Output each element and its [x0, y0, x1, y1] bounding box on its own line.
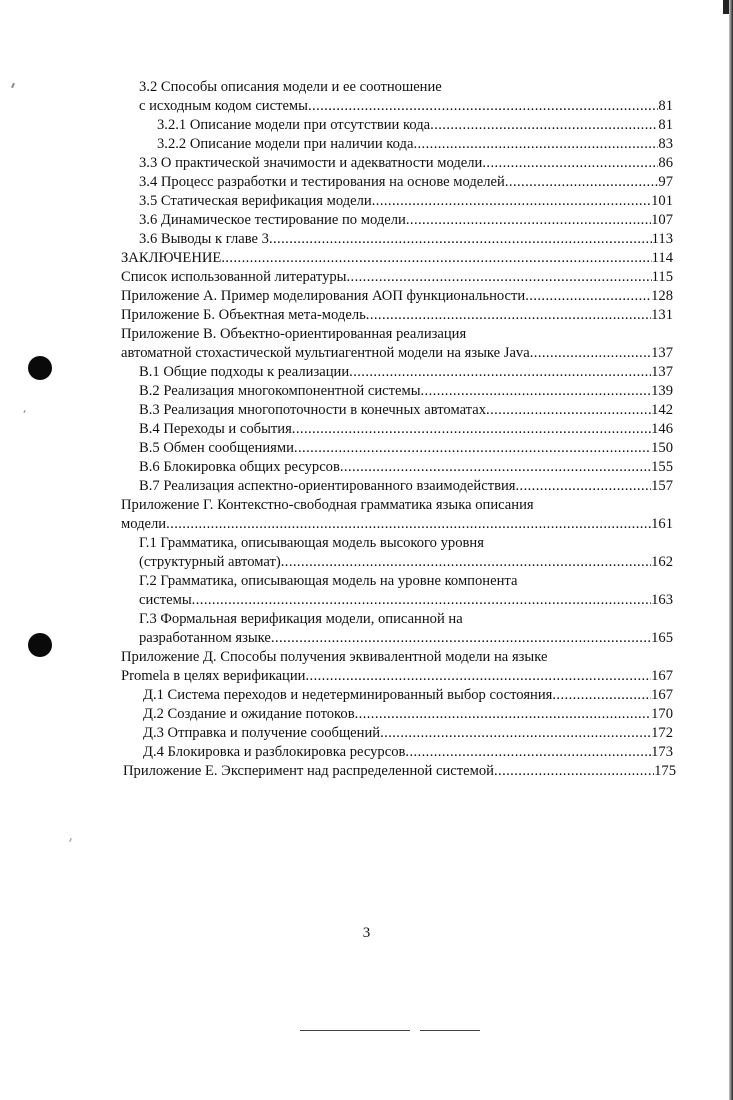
toc-entry [139, 154, 673, 173]
toc-entry-page: 81 [658, 98, 673, 114]
toc-entry-page: 83 [658, 136, 673, 152]
toc-entry [139, 458, 673, 477]
toc-entry-text: Приложение Д. Способы получения эквивалентной модели на языке [121, 649, 548, 665]
toc-leader-dots [294, 439, 651, 458]
toc-leader-dots [166, 515, 651, 534]
toc-entry [121, 287, 673, 306]
scan-speck [23, 410, 25, 413]
toc-entry [139, 211, 673, 230]
toc-leader-dots [525, 287, 651, 306]
toc-entry-text: 3.6 Выводы к главе 3 [139, 231, 269, 247]
toc-entry [139, 401, 673, 420]
toc-entry-page: 175 [654, 763, 676, 779]
toc-entry [139, 192, 673, 211]
toc-entry-page: 101 [651, 193, 673, 209]
toc-entry [143, 724, 673, 743]
toc-entry [121, 268, 673, 287]
toc-entry-page: 173 [651, 744, 673, 760]
toc-entry [139, 439, 673, 458]
toc-entry-page: 131 [651, 307, 673, 323]
scan-artifact-line [300, 1030, 410, 1031]
toc-leader-dots [305, 667, 651, 686]
toc-entry-text: Г.2 Грамматика, описывающая модель на уровне компонента [139, 573, 518, 589]
toc-entry-text: В.2 Реализация многокомпонентной системы [139, 383, 421, 399]
toc-entry [157, 116, 673, 135]
toc-entry-page: 115 [651, 269, 673, 285]
toc-leader-dots [421, 382, 652, 401]
toc-entry [143, 705, 673, 724]
toc-entry-page: 142 [651, 402, 673, 418]
toc-entry-page: 165 [651, 630, 673, 646]
toc-entry [139, 591, 673, 610]
toc-leader-dots [380, 724, 651, 743]
toc-leader-dots [355, 705, 652, 724]
toc-entry-text: модели [121, 516, 167, 532]
page-number: 3 [362, 925, 371, 941]
toc-entry [121, 306, 673, 325]
toc-entry-page: 114 [651, 250, 673, 266]
toc-entry-text: Д.3 Отправка и получение сообщений [143, 725, 381, 741]
toc-leader-dots [413, 135, 658, 154]
toc-entry-page: 128 [651, 288, 673, 304]
toc-entry-text: 3.5 Статическая верификация модели [139, 193, 372, 209]
toc-entry-page: 167 [651, 687, 673, 703]
toc-entry [139, 477, 673, 496]
toc-entry-text: В.1 Общие подходы к реализации [139, 364, 350, 380]
toc-entry [121, 667, 673, 686]
toc-entry-page: 163 [651, 592, 673, 608]
toc-entry-text: с исходным кодом системы [139, 98, 308, 114]
toc-entry [123, 762, 676, 781]
toc-entry [139, 629, 673, 648]
toc-leader-dots [494, 762, 654, 781]
toc-leader-dots [340, 458, 651, 477]
toc-entry-text: 3.2.2 Описание модели при наличии кода [157, 136, 414, 152]
toc-leader-dots [406, 211, 651, 230]
toc-leader-dots [308, 97, 658, 116]
toc-leader-dots [192, 591, 651, 610]
toc-entry-text: В.5 Обмен сообщениями [139, 440, 294, 456]
toc-leader-dots [515, 477, 651, 496]
toc-entry [139, 97, 673, 116]
toc-entry-text: Приложение Г. Контекстно-свободная грамматика языка описания [121, 497, 534, 513]
toc-leader-dots [505, 173, 659, 192]
toc-entry-text: разработанном языке [139, 630, 271, 646]
toc-entry-page: 113 [651, 231, 673, 247]
toc-entry-page: 107 [651, 212, 673, 228]
toc-entry [143, 743, 673, 762]
toc-entry [157, 135, 673, 154]
toc-entry [139, 420, 673, 439]
binder-hole [28, 356, 52, 380]
toc-leader-dots [486, 401, 651, 420]
toc-entry-text: Приложение А. Пример моделирования АОП функциональности [121, 288, 526, 304]
toc-entry [121, 249, 673, 268]
toc-leader-dots [482, 154, 658, 173]
toc-entry-page: 137 [651, 364, 673, 380]
toc-entry-page: 81 [658, 117, 673, 133]
toc-entry-page: 150 [651, 440, 673, 456]
toc-leader-dots [372, 192, 651, 211]
toc-entry-text: В.4 Переходы и события [139, 421, 292, 437]
toc-entry-text: автоматной стохастической мультиагентной модели на языке Java [121, 345, 530, 361]
toc-entry-text: Г.1 Грамматика, описывающая модель высокого уровня [139, 535, 484, 551]
toc-leader-dots [281, 553, 651, 572]
toc-entry-page: 170 [651, 706, 673, 722]
toc-entry-text: ЗАКЛЮЧЕНИЕ [121, 250, 222, 266]
toc-entry-text: Д.4 Блокировка и разблокировка ресурсов [143, 744, 406, 760]
toc-entry [121, 344, 673, 363]
toc-entry-text: В.3 Реализация многопоточности в конечных автоматах [139, 402, 487, 418]
toc-leader-dots [366, 306, 651, 325]
toc-entry-text: В.6 Блокировка общих ресурсов [139, 459, 340, 475]
toc-leader-dots [405, 743, 651, 762]
toc-entry-text: Д.1 Система переходов и недетерминированный выбор состояния [143, 687, 553, 703]
toc-entry-text: 3.6 Динамическое тестирование по модели [139, 212, 406, 228]
toc-leader-dots [271, 629, 651, 648]
toc-leader-dots [349, 363, 651, 382]
toc-entry [139, 553, 673, 572]
scan-speck [11, 83, 15, 88]
toc-entry-text: Приложение В. Объектно-ориентированная реализация [121, 326, 467, 342]
toc-entry [139, 173, 673, 192]
toc-leader-dots [346, 268, 651, 287]
binder-hole [28, 633, 52, 657]
toc-entry-text: системы [139, 592, 192, 608]
toc-entry-text: (структурный автомат) [139, 554, 281, 570]
toc-entry-page: 86 [658, 155, 673, 171]
toc-entry-text: 3.3 О практической значимости и адекватности модели [139, 155, 483, 171]
toc-entry [139, 363, 673, 382]
toc-entry-text: 3.4 Процесс разработки и тестирования на основе моделей [139, 174, 505, 190]
toc-entry-text: Д.2 Создание и ожидание потоков [143, 706, 355, 722]
toc-entry-page: 137 [651, 345, 673, 361]
toc-entry-page: 157 [651, 478, 673, 494]
toc-entry-text: Список использованной литературы [121, 269, 347, 285]
toc-leader-dots [530, 344, 651, 363]
toc-leader-dots [221, 249, 651, 268]
toc-entry-page: 162 [651, 554, 673, 570]
toc-leader-dots [430, 116, 658, 135]
toc-entry [139, 382, 673, 401]
toc-entry-page: 139 [651, 383, 673, 399]
toc-entry-text: Г.3 Формальная верификация модели, описанной на [139, 611, 463, 627]
toc-entry [139, 230, 673, 249]
toc-entry-page: 172 [651, 725, 673, 741]
toc-entry-page: 155 [651, 459, 673, 475]
scan-artifact-line [420, 1030, 480, 1031]
toc-entry [121, 515, 673, 534]
toc-entry [143, 686, 673, 705]
toc-entry-text: Promela в целях верификации [121, 668, 306, 684]
scan-speck [69, 838, 72, 842]
toc-entry-page: 167 [651, 668, 673, 684]
toc-entry-text: Приложение Б. Объектная мета-модель [121, 307, 366, 323]
toc-entry-page: 97 [658, 174, 673, 190]
toc-entry-page: 146 [651, 421, 673, 437]
toc-leader-dots [292, 420, 651, 439]
toc-entry-page: 161 [651, 516, 673, 532]
toc-entry-text: 3.2 Способы описания модели и ее соотношение [139, 79, 442, 95]
toc-entry-text: 3.2.1 Описание модели при отсутствии кода [157, 117, 431, 133]
toc-leader-dots [552, 686, 651, 705]
toc-entry-text: В.7 Реализация аспектно-ориентированного взаимодействия [139, 478, 516, 494]
toc-leader-dots [269, 230, 652, 249]
toc-entry-text: Приложение Е. Эксперимент над распределенной системой [123, 763, 494, 779]
